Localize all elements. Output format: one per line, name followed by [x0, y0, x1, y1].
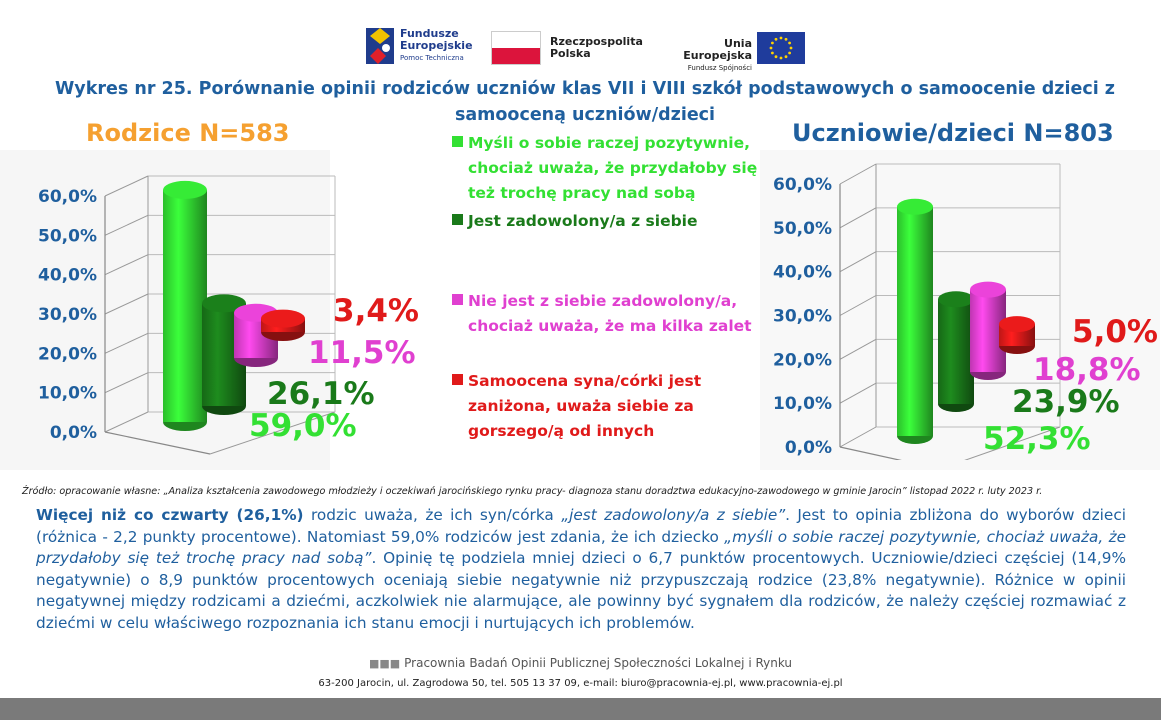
children-bar-positive-top: [897, 199, 933, 215]
children-bar-not-satisfied-top: [970, 282, 1006, 298]
bottom-bar: [0, 698, 1161, 720]
legend-swatch-low-self-esteem: [452, 374, 463, 385]
parents-y-tick-label: 40,0%: [38, 265, 97, 286]
fundusze-europejskie-logo-icon: [366, 26, 396, 66]
children-grid-diag: [840, 339, 876, 359]
parents-grid-diag: [105, 176, 148, 196]
para-text-1: rodzic uważa, że ich syn/córka: [303, 506, 562, 524]
para-italic-2: „myśli o sobie raczej pozytywnie, chociaż uważa, że przydałoby się też trochę pracy nad sobą”: [36, 527, 1127, 567]
children-y-tick-label: 30,0%: [773, 306, 832, 327]
legend-swatch-satisfied: [452, 214, 463, 225]
parents-y-tick-label: 30,0%: [38, 305, 97, 325]
ue-line1: Unia Europejska: [683, 37, 752, 62]
value-label-children-positive: 52,3%: [983, 421, 1091, 457]
parents-bar-low-self-esteem-top: [261, 310, 305, 328]
legend-low-line3: gorszego/ą od innych: [468, 422, 655, 440]
legend-not-satisfied-line2: chociaż uważa, że ma kilka zalet: [468, 317, 752, 335]
legend-item-low-self-esteem: [452, 369, 701, 444]
legend-low-line2: zaniżona, uważa siebie za: [468, 397, 694, 415]
legend-item-satisfied: [452, 209, 698, 234]
chart-title-parents: Rodzice N=583: [86, 119, 290, 147]
children-y-tick-label: 60,0%: [773, 175, 832, 195]
parents-y-tick-label: 10,0%: [38, 383, 97, 404]
children-bar-positive: [897, 207, 933, 436]
legend-swatch-positive: [452, 136, 463, 147]
children-grid-diag: [840, 208, 876, 228]
parents-bar-positive: [163, 190, 207, 422]
polish-flag-icon: [491, 31, 541, 65]
children-y-tick-label: 50,0%: [773, 218, 832, 239]
legend-swatch-not-satisfied: [452, 294, 463, 305]
parents-y-tick-label: 0,0%: [49, 423, 97, 443]
value-label-children-satisfied: 23,9%: [1012, 384, 1120, 420]
title-line1: Wykres nr 25. Porównanie opinii rodziców uczniów klas VII i VIII szkół podstawowych o samoocenie dzieci z: [55, 79, 1115, 99]
parents-grid-diag: [105, 215, 148, 235]
children-grid-diag: [840, 252, 876, 272]
children-y-tick-label: 10,0%: [773, 394, 832, 415]
chart-title-children: Uczniowie/dzieci N=803: [792, 119, 1114, 147]
para-bold-start: Więcej niż co czwarty (26,1%): [36, 506, 304, 524]
parents-grid-diag: [105, 255, 148, 275]
people-icon: ■■■: [368, 657, 401, 670]
para-italic-1: „jest zadowolony/a z siebie”: [561, 506, 786, 524]
source-note: Źródło: opracowanie własne: „Analiza kształcenia zawodowego młodzieży i oczekiwań jarocińskiego rynku pracy- diagnoza stanu doradztwa edukacyjno-zawodowego w gminie Jarocin” listopad 2022 r. luty 2023 r.: [22, 486, 1043, 497]
children-y-tick-label: 0,0%: [784, 438, 832, 458]
rp-line2: Polska: [550, 47, 591, 60]
children-bar-satisfied-top: [938, 291, 974, 307]
legend-low-line1: Samoocena syna/córki jest: [468, 372, 702, 390]
value-label-parents-satisfied: 26,1%: [267, 376, 375, 412]
footer-org-name: Pracownia Badań Opinii Publicznej Społeczności Lokalnej i Rynku: [404, 656, 793, 670]
parents-x-axis: [105, 432, 210, 454]
parents-bar-positive-top: [163, 181, 207, 199]
legend-positive-line2: chociaż uważa, że przydałoby się: [468, 159, 758, 177]
legend-positive-line1: Myśli o sobie raczej pozytywnie,: [468, 134, 750, 152]
para-text-2: . Jest to opinia zbliżona do wyborów dzieci (różnica - 2,2 punkty procentowe). Natomiast 59,0% rodziców jest zdania, że ich dziecko: [36, 506, 1126, 546]
value-label-parents-not-satisfied: 11,5%: [308, 335, 416, 371]
parents-y-tick-label: 20,0%: [38, 344, 97, 365]
children-bar-satisfied: [938, 299, 974, 404]
children-grid-diag: [840, 383, 876, 403]
title-line2: samooceną uczniów/dzieci: [454, 105, 716, 125]
children-grid-diag: [840, 427, 876, 447]
parents-grid-diag: [105, 294, 148, 314]
ue-line2: Fundusz Spójności: [687, 64, 752, 72]
rp-logo-text: [550, 36, 643, 60]
value-label-children-not-satisfied: 18,8%: [1033, 352, 1141, 388]
fe-line2: Europejskie: [400, 39, 473, 52]
legend-not-satisfied-line1: Nie jest z siebie zadowolony/a,: [468, 292, 738, 310]
children-grid-diag: [840, 164, 876, 184]
legend-item-not-satisfied: [452, 289, 752, 339]
children-grid-diag: [840, 296, 876, 316]
description-paragraph: [36, 505, 1126, 634]
eu-flag-icon: [757, 32, 805, 64]
fe-line3: Pomoc Techniczna: [400, 54, 464, 62]
footer-organization: [0, 656, 1161, 670]
legend-positive-line3: też trochę pracy nad sobą: [468, 184, 696, 202]
parents-grid-diag: [105, 333, 148, 353]
fe-logo-text: [400, 28, 473, 64]
value-label-children-low: 5,0%: [1072, 314, 1158, 350]
children-x-axis: [840, 447, 940, 460]
legend-satisfied-line1: Jest zadowolony/a z siebie: [468, 212, 698, 230]
logo-bar: [0, 26, 1161, 72]
rp-line1: Rzeczpospolita: [550, 35, 643, 48]
parents-grid-diag: [105, 373, 148, 393]
ue-logo-text: [662, 38, 752, 74]
children-bar-low-self-esteem-top: [999, 316, 1035, 332]
fe-line1: Fundusze: [400, 27, 459, 40]
para-text-3: . Opinię tę podziela mniej dzieci o 6,7 punktów procentowych. Uczniowie/dzieci częściej (14,9% negatywnie) o 8,9 punktów procentowych oceniają siebie negatywnie niż przypuszczają rodzice (23,8% negatywnie). Różnice w opinii negatywnej między rodzicami a dziećmi, aczkolwiek nie alarmujące, ale powinny być sygnałem dla rodziców, że należy częściej rozmawiać z dziećmi w celu właściwego rozpoznania ich stanu emocji i nurtujących ich problemów.: [36, 549, 1126, 632]
children-y-tick-label: 20,0%: [773, 350, 832, 371]
parents-y-tick-label: 60,0%: [38, 187, 97, 207]
parents-y-tick-label: 50,0%: [38, 226, 97, 247]
value-label-parents-low: 3,4%: [333, 293, 419, 329]
value-label-parents-positive: 59,0%: [249, 408, 357, 444]
legend-item-positive: [452, 131, 757, 206]
footer-address: 63-200 Jarocin, ul. Zagrodowa 50, tel. 505 13 37 09, e-mail: biuro@pracownia-ej.pl, www.pracownia-ej.pl: [318, 678, 843, 689]
children-y-tick-label: 40,0%: [773, 262, 832, 283]
parents-grid-diag: [105, 412, 148, 432]
